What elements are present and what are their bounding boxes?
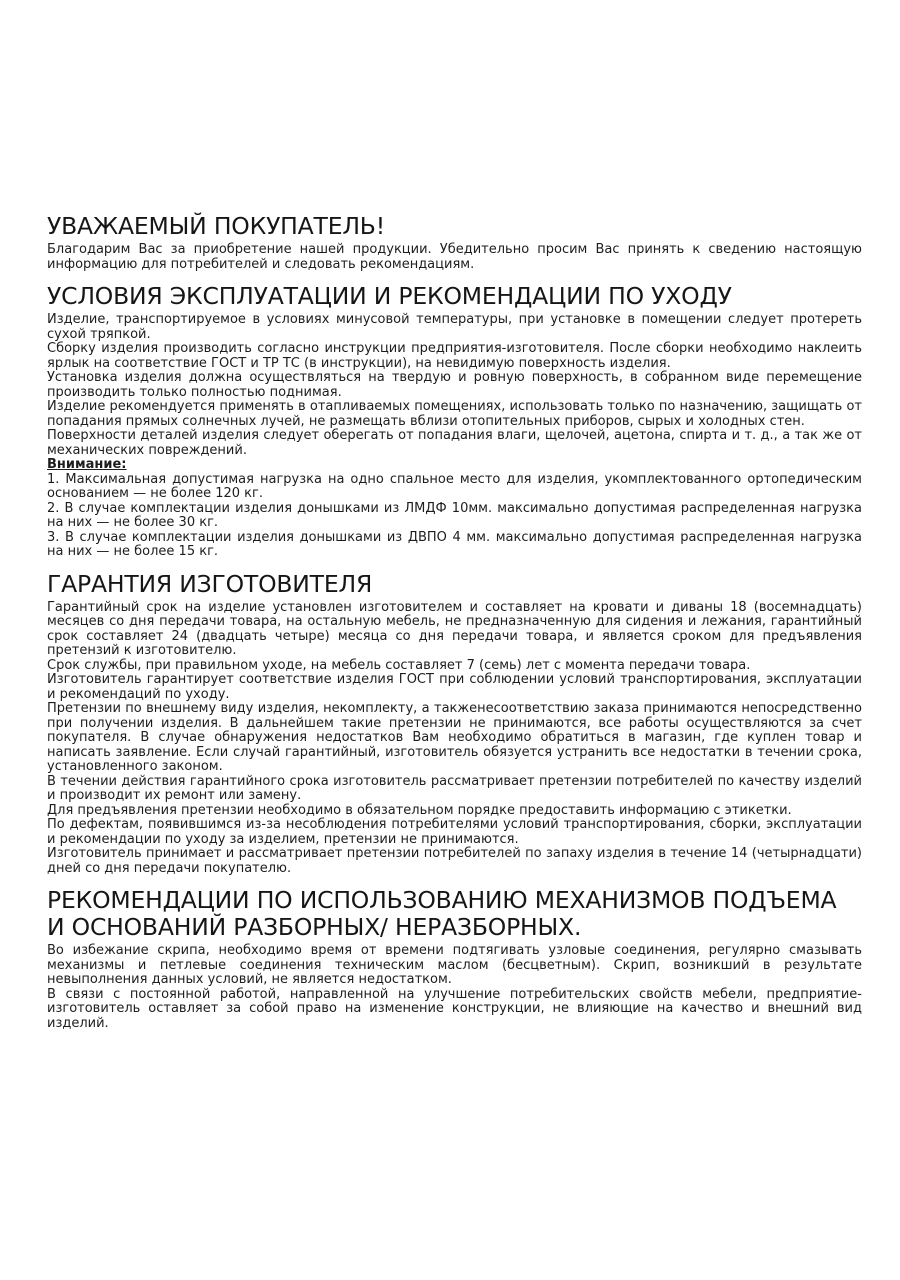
attention-item: 1. Максимальная допустимая нагрузка на одно спальное место для изделия, укомплектованного ортопедическим основанием — не более 120 кг. <box>47 471 862 501</box>
paragraph: В связи с постоянной работой, направленной на улучшение потребительских свойств мебели, предприятие-изготовитель оставляет за собой право на изменение конструкции, не влияющие на качество и внешний вид изделий. <box>47 986 862 1031</box>
section-title-greeting: УВАЖАЕМЫЙ ПОКУПАТЕЛЬ! <box>47 212 385 240</box>
section-title-usage-conditions: УСЛОВИЯ ЭКСПЛУАТАЦИИ И РЕКОМЕНДАЦИИ ПО УХОДУ <box>47 282 732 310</box>
attention-label: Внимание: <box>47 457 127 472</box>
paragraph: Сборку изделия производить согласно инструкции предприятия-изготовителя. После сборки необходимо наклеить ярлык на соответствие ГОСТ и ТР ТС (в инструкции), на невидимую поверхность изделия. <box>47 341 862 371</box>
paragraph: Изделие рекомендуется применять в отапливаемых помещениях, использовать только по назначению, защищать от попадания прямых солнечных лучей, не размещать вблизи отопительных приборов, сырых и холодных стен. <box>47 399 862 429</box>
section-title-mechanisms <box>47 887 862 941</box>
section-mechanisms <box>47 887 862 1031</box>
section-warranty <box>47 571 862 877</box>
paragraph: Установка изделия должна осуществляться на твердую и ровную поверхность, в собранном виде перемещение производить только полностью поднимая. <box>47 370 862 400</box>
paragraph: Поверхности деталей изделия следует оберегать от попадания влаги, щелочей, ацетона, спирта и т. д., а так же от механических повреждений. <box>47 428 862 458</box>
section-title-line: РЕКОМЕНДАЦИИ ПО ИСПОЛЬЗОВАНИЮ МЕХАНИЗМОВ ПОДЪЕМА <box>47 886 837 914</box>
paragraph: Срок службы, при правильном уходе, на мебель составляет 7 (семь) лет с момента передачи товара. <box>47 657 751 673</box>
attention-item: 3. В случае комплектации изделия донышками из ДВПО 4 мм. максимально допустимая распределенная нагрузка на них — не более 15 кг. <box>47 529 862 559</box>
paragraph: Для предъявления претензии необходимо в обязательном порядке предоставить информацию с этикетки. <box>47 802 792 818</box>
paragraph: Благодарим Вас за приобретение нашей продукции. Убедительно просим Вас принять к сведению настоящую информацию для потребителей и следовать рекомендациям. <box>47 242 862 272</box>
paragraph: Изделие, транспортируемое в условиях минусовой температуры, при установке в помещении следует протереть сухой тряпкой. <box>47 312 862 342</box>
section-title-line: И ОСНОВАНИЙ РАЗБОРНЫХ/ НЕРАЗБОРНЫХ. <box>47 913 582 941</box>
paragraph: Гарантийный срок на изделие установлен изготовителем и составляет на кровати и диваны 18 (восемнадцать) месяцев со дня передачи товара, на остальную мебель, не предназначенную для сидения и лежания, гарантийный срок составляет 24 (двадцать четыре) месяца со дня передачи товара, и является сроком для предъявления претензий к изготовителю. <box>47 599 862 658</box>
attention-item: 2. В случае комплектации изделия донышками из ЛМДФ 10мм. максимально допустимая распределенная нагрузка на них — не более 30 кг. <box>47 500 862 530</box>
paragraph: Во избежание скрипа, необходимо время от времени подтягивать узловые соединения, регулярно смазывать механизмы и петлевые соединения техническим маслом (бесцветным). Скрип, возникший в результате невыполнения данных условий, не является недостатком. <box>47 943 862 987</box>
section-title-warranty: ГАРАНТИЯ ИЗГОТОВИТЕЛЯ <box>47 569 373 598</box>
section-greeting <box>47 213 862 272</box>
attention-heading <box>47 458 862 473</box>
paragraph: По дефектам, появившимся из-за несоблюдения потребителями условий транспортирования, сборки, эксплуатации и рекомендации по уходу за изделием, претензии не принимаются. <box>47 817 862 847</box>
paragraph: Претензии по внешнему виду изделия, некомплекту, а такженесоответствию заказа принимаются непосредственно при получении изделия. В дальнейшем такие претензии не принимаются, все работы осуществляются за счет покупателя. В случае обнаружения недостатков Вам необходимо обратиться в магазин, где куплен товар и написать заявление. Если случай гарантийный, изготовитель обязуется устранить все недостатки в течении срока, установленного законом. <box>47 701 862 774</box>
paragraph: Изготовитель гарантирует соответствие изделия ГОСТ при соблюдении условий транспортирования, эксплуатации и рекомендаций по уходу. <box>47 672 862 702</box>
section-usage-conditions <box>47 283 862 560</box>
paragraph: Изготовитель принимает и рассматривает претензии потребителей по запаху изделия в течение 14 (четырнадцати) дней со дня передачи покупателю. <box>47 846 862 876</box>
paragraph: В течении действия гарантийного срока изготовитель рассматривает претензии потребителей по качеству изделий и производит их ремонт или замену. <box>47 773 862 803</box>
